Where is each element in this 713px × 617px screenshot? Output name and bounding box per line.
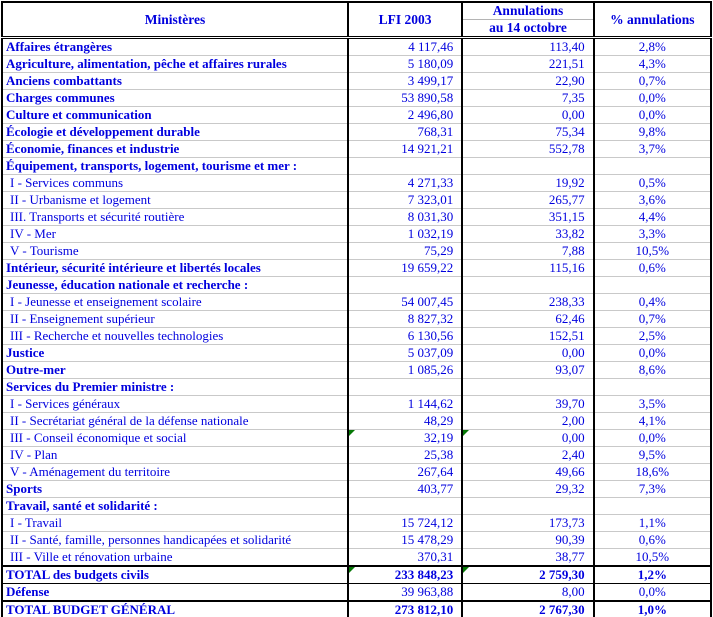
lfi-value-cell: 5 180,09 — [348, 56, 462, 73]
annulations-value-cell: 93,07 — [462, 362, 593, 379]
ministry-label-cell: V - Tourisme — [2, 243, 348, 260]
table-row — [2, 584, 711, 602]
lfi-value-cell: 53 890,58 — [348, 90, 462, 107]
table-row — [2, 56, 711, 73]
annulations-value-cell: 38,77 — [462, 549, 593, 567]
ministry-label-cell: I - Services généraux — [2, 396, 348, 413]
pct-value-cell: 9,5% — [594, 447, 711, 464]
column-header-pct-annulations: % annulations — [594, 2, 711, 38]
pct-value-cell: 1,1% — [594, 515, 711, 532]
ministry-label-cell: Anciens combattants — [2, 73, 348, 90]
ministry-label-cell: II - Urbanisme et logement — [2, 192, 348, 209]
annulations-value-cell: 7,35 — [462, 90, 593, 107]
table-row — [2, 243, 711, 260]
lfi-value-cell: 6 130,56 — [348, 328, 462, 345]
ministry-label-cell: Agriculture, alimentation, pêche et affaires rurales — [2, 56, 348, 73]
lfi-value-cell — [348, 498, 462, 515]
annulations-value-cell: 2 767,30 — [462, 601, 593, 617]
lfi-value-cell: 75,29 — [348, 243, 462, 260]
ministry-label-cell: TOTAL des budgets civils — [2, 566, 348, 584]
lfi-value-cell: 48,29 — [348, 413, 462, 430]
ministry-label-cell: Jeunesse, éducation nationale et recherche : — [2, 277, 348, 294]
budget-table — [1, 1, 712, 617]
pct-value-cell: 9,8% — [594, 124, 711, 141]
annulations-value-cell: 33,82 — [462, 226, 593, 243]
lfi-value-cell: 370,31 — [348, 549, 462, 567]
pct-value-cell: 0,6% — [594, 260, 711, 277]
annulations-value-cell: 2,00 — [462, 413, 593, 430]
column-header-ministeres: Ministères — [144, 11, 206, 27]
table-row — [2, 277, 711, 294]
ministry-label-cell: III. Transports et sécurité routière — [2, 209, 348, 226]
lfi-value-cell: 267,64 — [348, 464, 462, 481]
table-row — [2, 601, 711, 617]
pct-value-cell: 3,3% — [594, 226, 711, 243]
lfi-value-cell: 273 812,10 — [348, 601, 462, 617]
comment-marker-icon — [463, 430, 469, 436]
annulations-value-cell: 0,00 — [462, 107, 593, 124]
lfi-value-cell: 1 032,19 — [348, 226, 462, 243]
annulations-value-cell: 2,40 — [462, 447, 593, 464]
pct-value-cell: 2,5% — [594, 328, 711, 345]
pct-value-cell — [594, 158, 711, 175]
table-row — [2, 124, 711, 141]
column-header-annulations-date: au 14 octobre — [462, 20, 593, 38]
table-row — [2, 566, 711, 584]
annulations-value-cell: 552,78 — [462, 141, 593, 158]
pct-value-cell: 0,0% — [594, 90, 711, 107]
annulations-value-cell: 22,90 — [462, 73, 593, 90]
lfi-value-cell: 4 117,46 — [348, 38, 462, 56]
table-row — [2, 209, 711, 226]
ministry-label-cell: III - Conseil économique et social — [2, 430, 348, 447]
pct-value-cell: 0,6% — [594, 532, 711, 549]
lfi-value-cell: 233 848,23 — [348, 566, 462, 584]
lfi-value-cell: 2 496,80 — [348, 107, 462, 124]
pct-value-cell: 0,0% — [594, 430, 711, 447]
table-row — [2, 396, 711, 413]
table-row — [2, 447, 711, 464]
ministry-label-cell: IV - Plan — [2, 447, 348, 464]
annulations-value-cell: 19,92 — [462, 175, 593, 192]
annulations-value-cell — [462, 158, 593, 175]
lfi-value-cell: 1 085,26 — [348, 362, 462, 379]
column-header-lfi-2003: LFI 2003 — [348, 2, 462, 38]
annulations-value-cell: 221,51 — [462, 56, 593, 73]
lfi-value-cell: 25,38 — [348, 447, 462, 464]
table-row — [2, 498, 711, 515]
table-row — [2, 107, 711, 124]
pct-value-cell: 10,5% — [594, 243, 711, 260]
pct-value-cell: 4,4% — [594, 209, 711, 226]
table-row — [2, 549, 711, 567]
table-row — [2, 481, 711, 498]
pct-value-cell: 0,0% — [594, 584, 711, 602]
pct-value-cell — [594, 379, 711, 396]
ministry-label-cell: Intérieur, sécurité intérieure et libertés locales — [2, 260, 348, 277]
annulations-value-cell: 62,46 — [462, 311, 593, 328]
pct-value-cell: 0,7% — [594, 311, 711, 328]
lfi-value-cell: 15 478,29 — [348, 532, 462, 549]
table-row — [2, 413, 711, 430]
pct-value-cell: 4,1% — [594, 413, 711, 430]
lfi-value-cell: 54 007,45 — [348, 294, 462, 311]
table-row — [2, 141, 711, 158]
annulations-value-cell — [462, 498, 593, 515]
annulations-value-cell: 0,00 — [462, 345, 593, 362]
lfi-value-cell: 7 323,01 — [348, 192, 462, 209]
lfi-value-cell: 39 963,88 — [348, 584, 462, 602]
lfi-value-cell: 15 724,12 — [348, 515, 462, 532]
ministry-label-cell: I - Travail — [2, 515, 348, 532]
pct-value-cell — [594, 498, 711, 515]
table-row — [2, 226, 711, 243]
lfi-value-cell: 8 031,30 — [348, 209, 462, 226]
table-row — [2, 311, 711, 328]
pct-value-cell: 18,6% — [594, 464, 711, 481]
annulations-value-cell: 7,88 — [462, 243, 593, 260]
ministry-label-cell: II - Santé, famille, personnes handicapées et solidarité — [2, 532, 348, 549]
ministry-label-cell: Culture et communication — [2, 107, 348, 124]
pct-value-cell: 0,4% — [594, 294, 711, 311]
annulations-value-cell — [462, 379, 593, 396]
annulations-value-cell: 113,40 — [462, 38, 593, 56]
pct-value-cell: 0,0% — [594, 107, 711, 124]
ministry-label-cell: II - Enseignement supérieur — [2, 311, 348, 328]
comment-marker-icon — [349, 430, 355, 436]
annulations-value-cell: 29,32 — [462, 481, 593, 498]
annulations-value-cell — [462, 277, 593, 294]
lfi-value-cell: 32,19 — [348, 430, 462, 447]
annulations-value-cell: 152,51 — [462, 328, 593, 345]
table-row — [2, 464, 711, 481]
ministry-label-cell: V - Aménagement du territoire — [2, 464, 348, 481]
annulations-value-cell: 2 759,30 — [462, 566, 593, 584]
pct-value-cell: 0,5% — [594, 175, 711, 192]
pct-value-cell: 3,5% — [594, 396, 711, 413]
ministry-label-cell: Travail, santé et solidarité : — [2, 498, 348, 515]
lfi-value-cell: 403,77 — [348, 481, 462, 498]
ministry-label-cell: II - Secrétariat général de la défense nationale — [2, 413, 348, 430]
table-row — [2, 515, 711, 532]
lfi-value-cell: 1 144,62 — [348, 396, 462, 413]
pct-value-cell: 1,2% — [594, 566, 711, 584]
table-row — [2, 38, 711, 56]
table-row — [2, 328, 711, 345]
pct-value-cell: 3,7% — [594, 141, 711, 158]
table-row — [2, 90, 711, 107]
pct-value-cell: 1,0% — [594, 601, 711, 617]
annulations-value-cell: 39,70 — [462, 396, 593, 413]
table-footer — [2, 566, 711, 617]
table-row — [2, 430, 711, 447]
pct-value-cell — [594, 277, 711, 294]
table-header — [2, 2, 711, 38]
lfi-value-cell — [348, 277, 462, 294]
lfi-value-cell: 5 037,09 — [348, 345, 462, 362]
ministry-label-cell: I - Jeunesse et enseignement scolaire — [2, 294, 348, 311]
comment-marker-icon — [349, 567, 355, 573]
lfi-value-cell: 4 271,33 — [348, 175, 462, 192]
annulations-value-cell: 90,39 — [462, 532, 593, 549]
lfi-value-cell — [348, 158, 462, 175]
ministry-label-cell: Sports — [2, 481, 348, 498]
annulations-value-cell: 238,33 — [462, 294, 593, 311]
ministry-label-cell: Économie, finances et industrie — [2, 141, 348, 158]
lfi-value-cell: 19 659,22 — [348, 260, 462, 277]
annulations-value-cell: 49,66 — [462, 464, 593, 481]
pct-value-cell: 7,3% — [594, 481, 711, 498]
ministry-label-cell: III - Ville et rénovation urbaine — [2, 549, 348, 567]
pct-value-cell: 8,6% — [594, 362, 711, 379]
annulations-value-cell: 265,77 — [462, 192, 593, 209]
annulations-value-cell: 8,00 — [462, 584, 593, 602]
annulations-value-cell: 115,16 — [462, 260, 593, 277]
table-row — [2, 175, 711, 192]
ministry-label-cell: I - Services communs — [2, 175, 348, 192]
ministry-label-cell: III - Recherche et nouvelles technologies — [2, 328, 348, 345]
table-row — [2, 158, 711, 175]
lfi-value-cell: 8 827,32 — [348, 311, 462, 328]
table-row — [2, 362, 711, 379]
ministry-label-cell: TOTAL BUDGET GÉNÉRAL — [2, 601, 348, 617]
table-row — [2, 532, 711, 549]
lfi-value-cell: 14 921,21 — [348, 141, 462, 158]
pct-value-cell: 0,7% — [594, 73, 711, 90]
annulations-value-cell: 351,15 — [462, 209, 593, 226]
lfi-value-cell: 768,31 — [348, 124, 462, 141]
pct-value-cell: 0,0% — [594, 345, 711, 362]
annulations-value-cell: 0,00 — [462, 430, 593, 447]
lfi-value-cell — [348, 379, 462, 396]
ministry-label-cell: Affaires étrangères — [2, 38, 348, 56]
ministry-label-cell: Charges communes — [2, 90, 348, 107]
table-body — [2, 38, 711, 567]
comment-marker-icon — [463, 567, 469, 573]
ministry-label-cell: IV - Mer — [2, 226, 348, 243]
table-row — [2, 73, 711, 90]
lfi-value-cell: 3 499,17 — [348, 73, 462, 90]
pct-value-cell: 3,6% — [594, 192, 711, 209]
ministry-label-cell: Écologie et développement durable — [2, 124, 348, 141]
ministry-label-cell: Outre-mer — [2, 362, 348, 379]
table-row — [2, 192, 711, 209]
table-row — [2, 345, 711, 362]
ministry-label-cell: Services du Premier ministre : — [2, 379, 348, 396]
annulations-value-cell: 75,34 — [462, 124, 593, 141]
table-row — [2, 260, 711, 277]
pct-value-cell: 10,5% — [594, 549, 711, 567]
column-header-annulations: Annulations — [462, 2, 593, 20]
ministry-label-cell: Équipement, transports, logement, tourisme et mer : — [2, 158, 348, 175]
table-row — [2, 294, 711, 311]
pct-value-cell: 2,8% — [594, 38, 711, 56]
ministry-label-cell: Défense — [2, 584, 348, 602]
annulations-value-cell: 173,73 — [462, 515, 593, 532]
table-row — [2, 379, 711, 396]
ministry-label-cell: Justice — [2, 345, 348, 362]
pct-value-cell: 4,3% — [594, 56, 711, 73]
